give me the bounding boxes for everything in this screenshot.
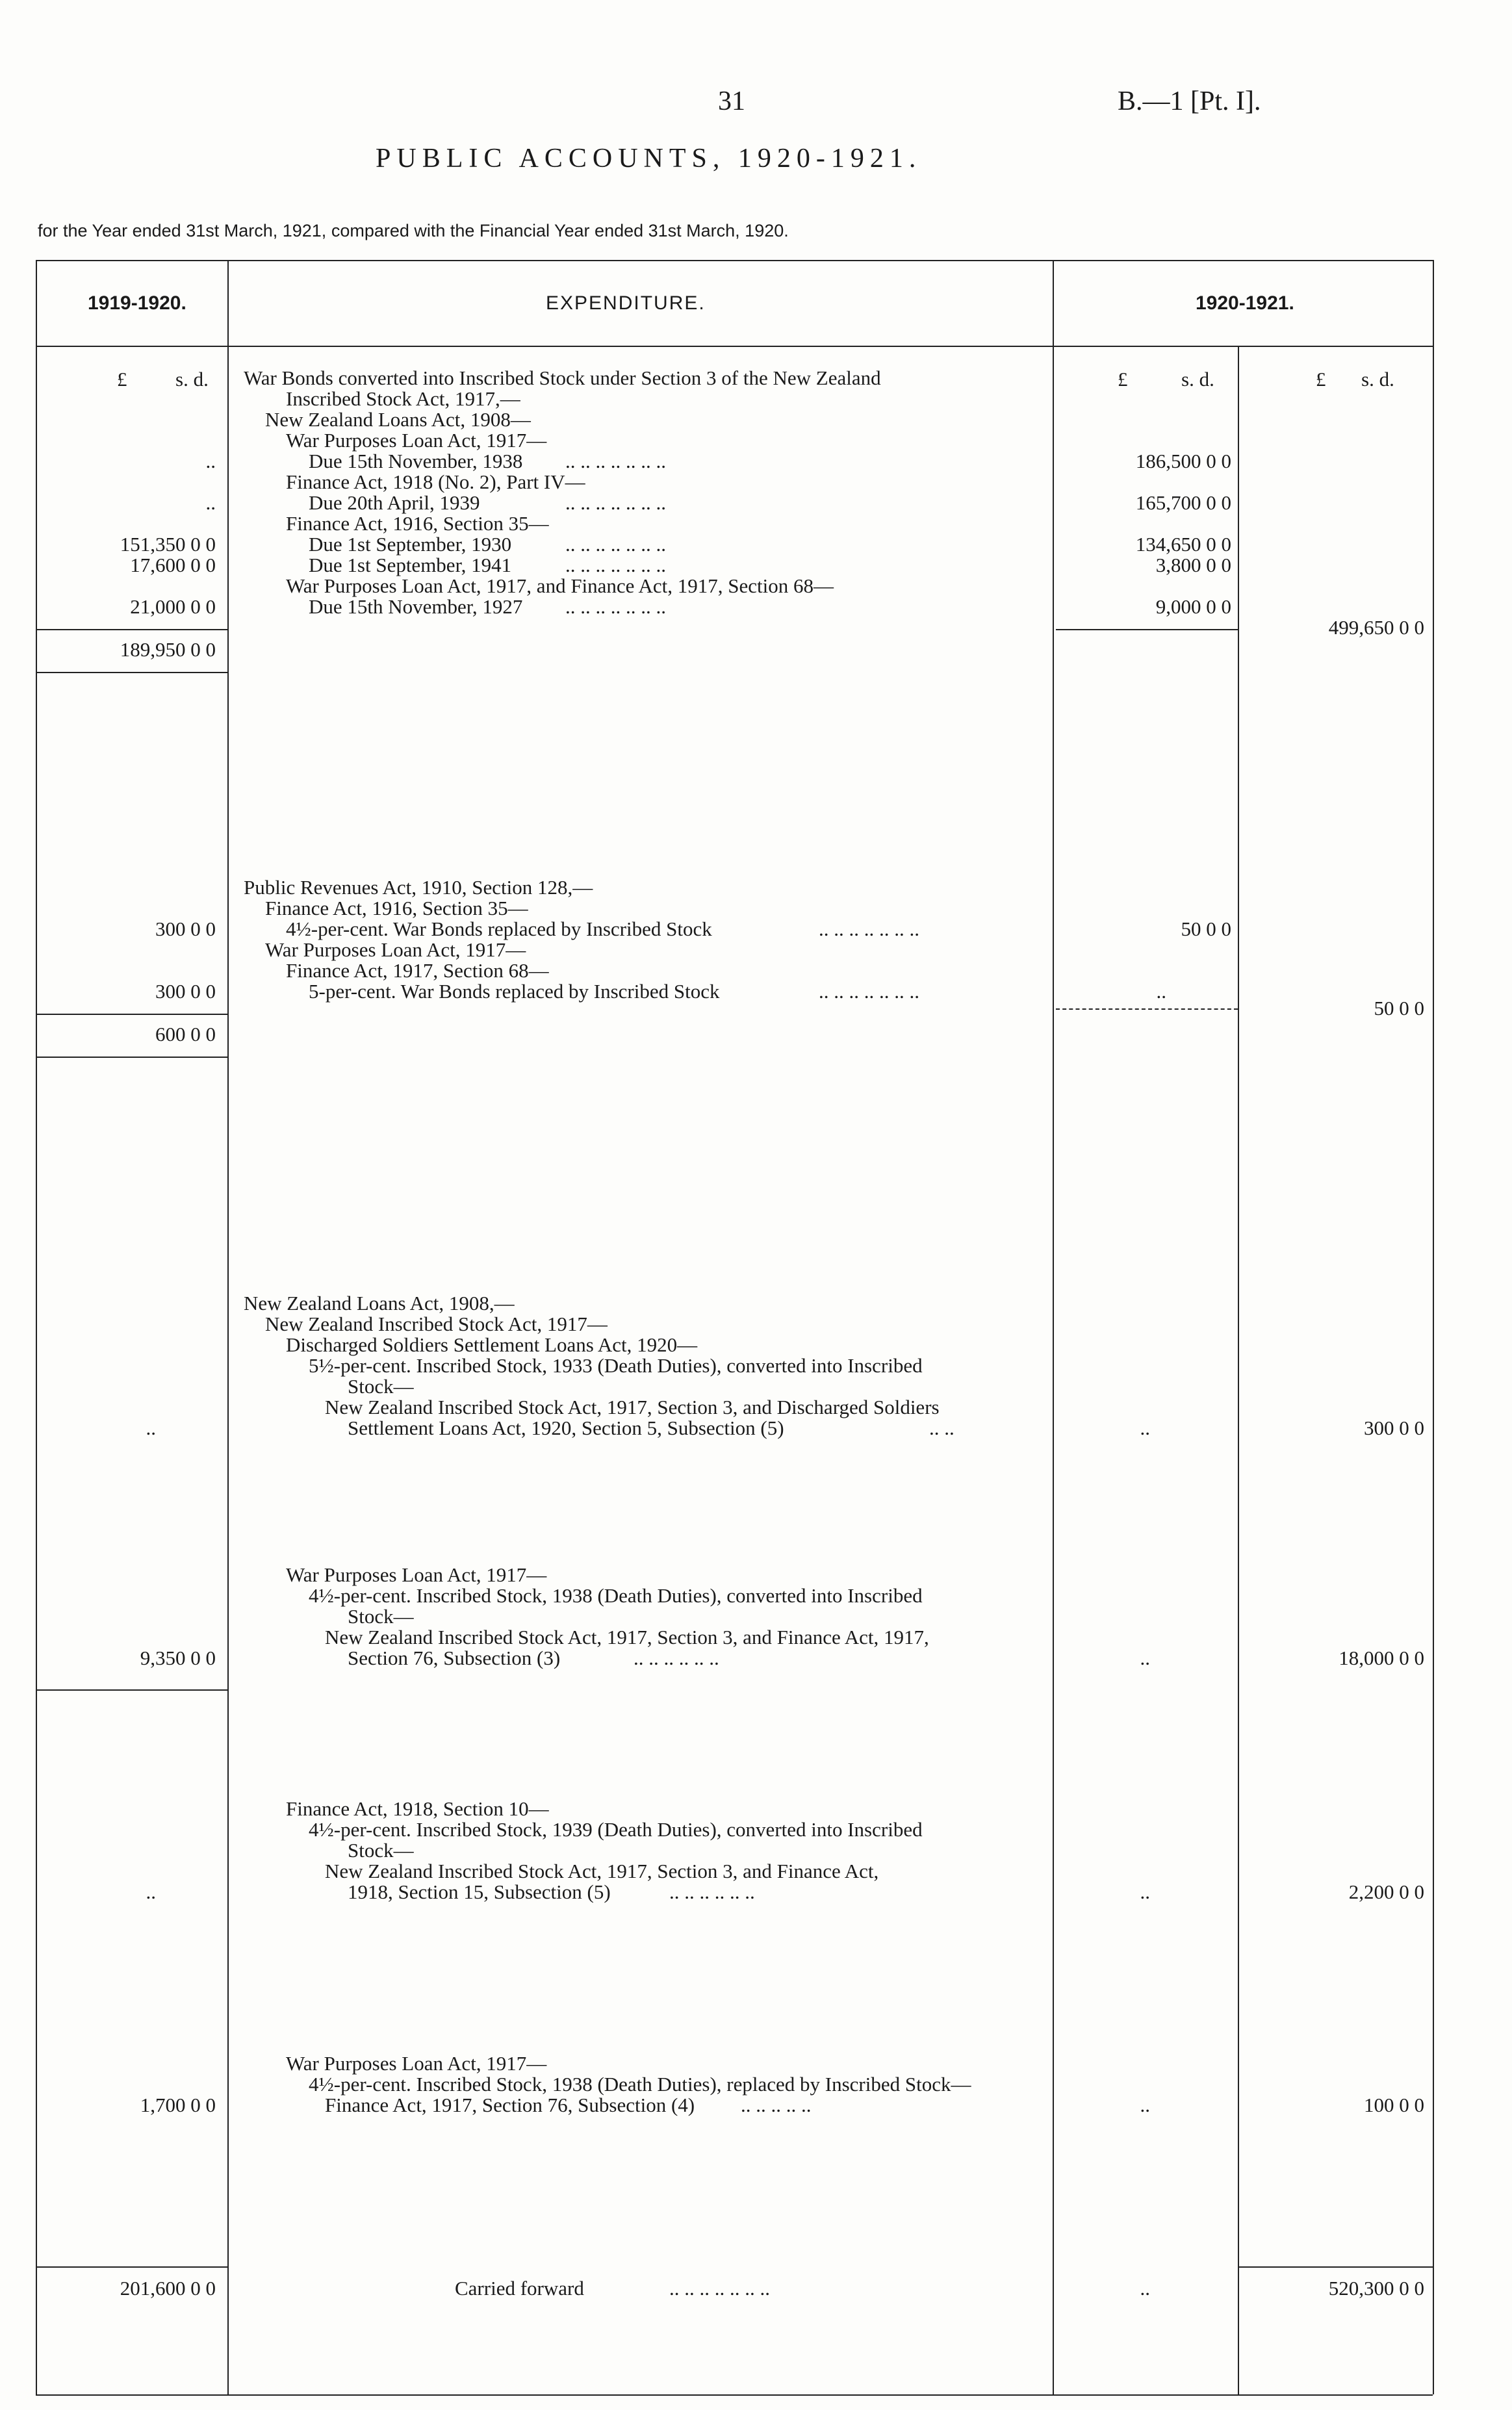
inner-value: .. <box>1140 2277 1150 2300</box>
entry-line: 4½-per-cent. Inscribed Stock, 1938 (Death Duties), converted into Inscribed <box>309 1584 923 1607</box>
unit-sd-prev: s. d. <box>175 368 209 391</box>
dot-leader: .. .. .. .. .. <box>741 2094 812 2116</box>
section-total: 300 0 0 <box>1364 1417 1424 1439</box>
unit-pound-prev: £ <box>117 368 127 391</box>
entry-line: Due 15th November, 1927 <box>309 595 523 618</box>
prev-value: .. <box>205 491 216 514</box>
prev-value: 21,000 0 0 <box>130 595 216 618</box>
entry-line: War Purposes Loan Act, 1917, and Finance Act, 1917, Section 68— <box>286 574 834 597</box>
page-number: 31 <box>718 86 745 116</box>
entry-line: Inscribed Stock Act, 1917,— <box>286 387 520 410</box>
entry-line: 4½-per-cent. Inscribed Stock, 1939 (Death Duties), converted into Inscribed <box>309 1818 923 1841</box>
inner-value: 134,650 0 0 <box>1135 533 1231 556</box>
entry-line: War Purposes Loan Act, 1917— <box>286 2052 547 2075</box>
prev-value: .. <box>146 1880 156 1903</box>
inner-value: .. <box>1140 2094 1150 2116</box>
grand-total: 520,300 0 0 <box>1328 2277 1424 2300</box>
entry-line: 1918, Section 15, Subsection (5) <box>348 1880 611 1903</box>
section-total: 50 0 0 <box>1374 997 1424 1019</box>
carried-forward-label: Carried forward <box>455 2277 584 2300</box>
prev-value: 151,350 0 0 <box>120 533 216 556</box>
entry-line: New Zealand Inscribed Stock Act, 1917, Section 3, and Finance Act, 1917, <box>325 1626 929 1648</box>
entry-line: Stock— <box>348 1375 414 1398</box>
entry-line: War Bonds converted into Inscribed Stock under Section 3 of the New Zealand <box>244 366 881 389</box>
entry-line: Due 20th April, 1939 <box>309 491 480 514</box>
entry-line: Public Revenues Act, 1910, Section 128,— <box>244 876 593 899</box>
entry-line: 5-per-cent. War Bonds replaced by Inscribed Stock <box>309 980 720 1003</box>
entry-line: New Zealand Inscribed Stock Act, 1917, Section 3, and Finance Act, <box>325 1860 879 1882</box>
inner-value: 3,800 0 0 <box>1155 554 1231 576</box>
entry-line: Due 1st September, 1930 <box>309 533 512 556</box>
entry-line: Finance Act, 1917, Section 68— <box>286 959 549 982</box>
section-total: 18,000 0 0 <box>1339 1647 1424 1669</box>
prev-value: .. <box>205 450 216 472</box>
prev-value: .. <box>146 1417 156 1439</box>
entry-line: New Zealand Loans Act, 1908— <box>265 408 531 431</box>
subtitle: for the Year ended 31st March, 1921, compared with the Financial Year ended 31st March, 1920. <box>38 221 789 240</box>
prev-grand-total: 201,600 0 0 <box>120 2277 216 2300</box>
inner-value: 186,500 0 0 <box>1135 450 1231 472</box>
dot-leader: .. .. <box>929 1417 955 1439</box>
unit-pound-total: £ <box>1316 368 1326 391</box>
entry-line: New Zealand Loans Act, 1908,— <box>244 1292 515 1314</box>
entry-line: Settlement Loans Act, 1920, Section 5, Subsection (5) <box>348 1417 784 1439</box>
dot-leader: .. .. .. .. .. .. .. <box>565 533 666 556</box>
inner-value: 165,700 0 0 <box>1135 491 1231 514</box>
main-title: PUBLIC ACCOUNTS, 1920-1921. <box>376 144 922 173</box>
entry-line: War Purposes Loan Act, 1917— <box>286 1563 547 1586</box>
prev-subtotal: 600 0 0 <box>155 1023 216 1045</box>
inner-value: .. <box>1140 1880 1150 1903</box>
inner-value: 50 0 0 <box>1181 917 1231 940</box>
entry-line: Due 1st September, 1941 <box>309 554 512 576</box>
entry-line: Stock— <box>348 1605 414 1628</box>
section-total: 100 0 0 <box>1364 2094 1424 2116</box>
unit-pound-inner: £ <box>1118 368 1128 391</box>
entry-line: New Zealand Inscribed Stock Act, 1917, Section 3, and Discharged Soldiers <box>325 1396 940 1418</box>
unit-sd-inner: s. d. <box>1181 368 1214 391</box>
prev-subtotal: 189,950 0 0 <box>120 638 216 661</box>
entry-line: Discharged Soldiers Settlement Loans Act, 1920— <box>286 1333 698 1356</box>
dot-leader: .. .. .. .. .. .. <box>634 1647 719 1669</box>
dot-leader: .. .. .. .. .. .. .. <box>565 554 666 576</box>
entry-line: Section 76, Subsection (3) <box>348 1647 561 1669</box>
entry-line: Finance Act, 1916, Section 35— <box>286 512 549 535</box>
prev-value: 1,700 0 0 <box>140 2094 216 2116</box>
entry-line: 4½-per-cent. Inscribed Stock, 1938 (Death Duties), replaced by Inscribed Stock— <box>309 2073 971 2096</box>
entry-line: New Zealand Inscribed Stock Act, 1917— <box>265 1313 608 1335</box>
entry-line: War Purposes Loan Act, 1917— <box>265 938 526 961</box>
entry-line: Finance Act, 1917, Section 76, Subsection (4) <box>325 2094 695 2116</box>
column-header-1920-1921: 1920-1921. <box>1196 292 1294 314</box>
entry-line: Finance Act, 1918 (No. 2), Part IV— <box>286 470 585 493</box>
dot-leader: .. .. .. .. .. .. .. <box>565 595 666 618</box>
dot-leader: .. .. .. .. .. .. .. <box>669 2277 770 2300</box>
dot-leader: .. .. .. .. .. .. .. <box>565 491 666 514</box>
inner-value: 9,000 0 0 <box>1155 595 1231 618</box>
column-header-1919-1920: 1919-1920. <box>88 292 186 314</box>
section-total: 499,650 0 0 <box>1328 616 1424 639</box>
inner-value: .. <box>1140 1647 1150 1669</box>
entry-line: 5½-per-cent. Inscribed Stock, 1933 (Death Duties), converted into Inscribed <box>309 1354 923 1377</box>
prev-value: 9,350 0 0 <box>140 1647 216 1669</box>
prev-value: 300 0 0 <box>155 980 216 1003</box>
entry-line: War Purposes Loan Act, 1917— <box>286 429 547 452</box>
document-reference: B.—1 [Pt. I]. <box>1118 86 1261 116</box>
prev-value: 300 0 0 <box>155 917 216 940</box>
entry-line: Due 15th November, 1938 <box>309 450 523 472</box>
entry-line: Finance Act, 1916, Section 35— <box>265 897 528 919</box>
dot-leader: .. .. .. .. .. .. .. <box>819 917 919 940</box>
entry-line: Finance Act, 1918, Section 10— <box>286 1797 549 1820</box>
column-header-expenditure: EXPENDITURE. <box>546 292 706 314</box>
dot-leader: .. .. .. .. .. .. <box>669 1880 755 1903</box>
prev-value: 17,600 0 0 <box>130 554 216 576</box>
dot-leader: .. .. .. .. .. .. .. <box>819 980 919 1003</box>
unit-sd-total: s. d. <box>1361 368 1394 391</box>
section-total: 2,200 0 0 <box>1348 1880 1424 1903</box>
dot-leader: .. .. .. .. .. .. .. <box>565 450 666 472</box>
inner-value: .. <box>1140 1417 1150 1439</box>
inner-value: .. <box>1156 980 1166 1003</box>
entry-line: 4½-per-cent. War Bonds replaced by Inscribed Stock <box>286 917 712 940</box>
entry-line: Stock— <box>348 1839 414 1862</box>
